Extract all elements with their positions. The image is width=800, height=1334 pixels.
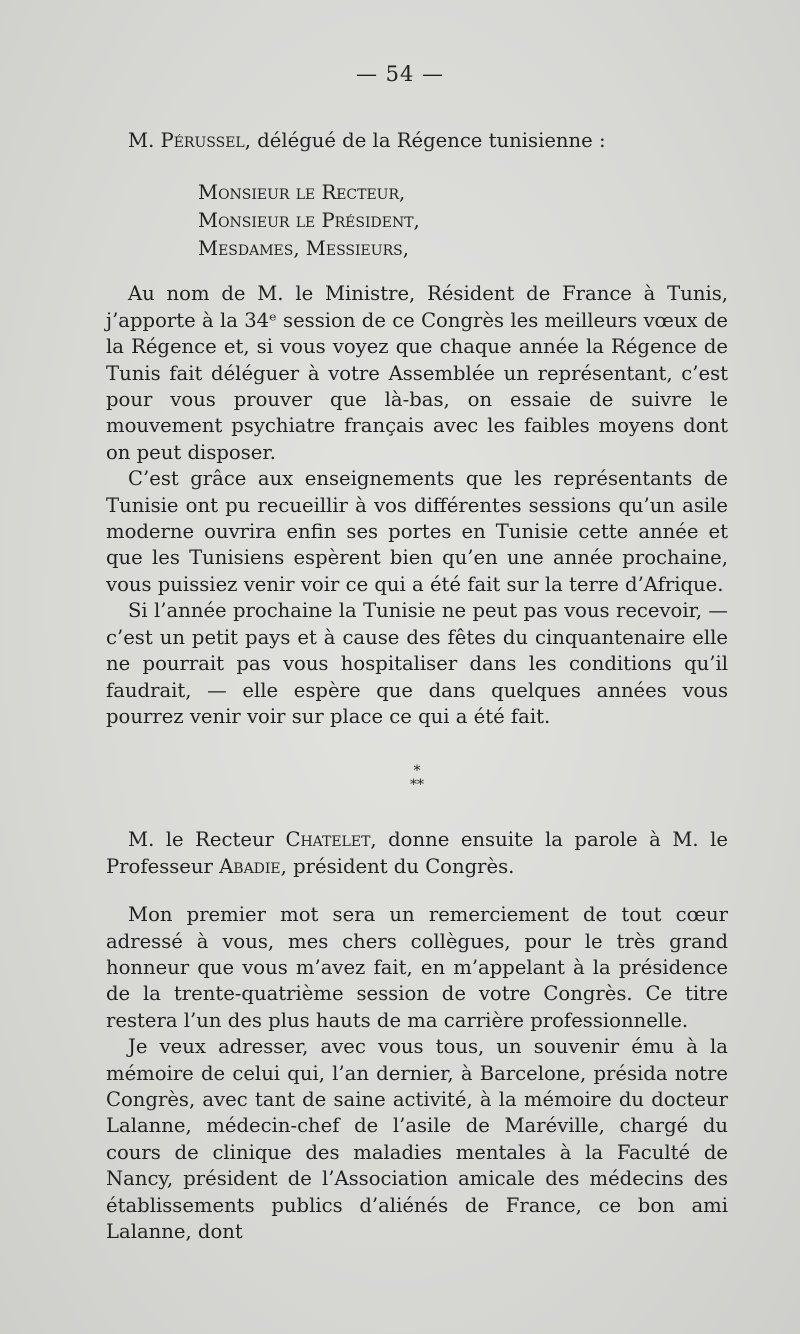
intro-text: donne ensuite la parole à M. le Professeur <box>106 828 728 878</box>
asterism-separator <box>106 764 728 792</box>
name-chatelet: Chatelet, <box>285 828 377 852</box>
speaker-prefix: M. <box>128 129 161 152</box>
intro-text: président du Congrès. <box>286 854 515 878</box>
name-abadie: Abadie, <box>219 854 287 878</box>
page-number: — 54 — <box>355 62 445 86</box>
speaker-role: délégué de la Régence tunisienne : <box>250 129 606 152</box>
spacer <box>106 880 728 902</box>
paragraph: Si l’année prochaine la Tunisie ne peut pas vous recevoir, — c’est un petit pays et à cause des fêtes du cinquantenaire elle ne pourrait pas vous hospitaliser dans les conditions qu’il faudrait, — elle espère que dans quelques années vous pourrez venir voir sur place ce qui a été fait. <box>106 599 728 728</box>
asterism-top: * <box>413 763 421 780</box>
salutation-line: Mesdames, Messieurs, <box>198 237 409 261</box>
speaker-name: Pérussel, <box>160 129 251 152</box>
asterism-bottom: ** <box>410 777 424 794</box>
salutations <box>198 179 728 263</box>
paragraph: Je veux adresser, avec vous tous, un souvenir ému à la mémoire de celui qui, l’an dernier, à Barcelone, présida notre Congrès, avec tant de saine activité, à la mémoire du docteur Lalanne, médecin-chef de l’asile de Maréville, chargé du cours de clinique des maladies mentales à la Faculté de Nancy, président de l’Association amicale des médecins des établissements publics d’aliénés de France, ce bon ami Lalanne, dont <box>106 1035 728 1243</box>
salutation-line: Monsieur le Président, <box>198 209 420 233</box>
body-text <box>106 128 728 1245</box>
paragraph: Mon premier mot sera un remerciement de tout cœur adressé à vous, mes chers collègues, pour le très grand honneur que vous m’avez fait, en m’appelant à la présidence de la trente-quatrième session de votre Congrès. Ce titre restera l’un des plus hauts de ma carrière professionnelle. <box>106 903 728 1032</box>
salutation-line: Monsieur le Recteur, <box>198 181 406 205</box>
paragraph: Au nom de M. le Ministre, Résident de France à Tunis, j’apporte à la 34ᵉ session de ce Congrès les meilleurs vœux de la Régence et, si vous voyez que chaque année la Régence de Tunis fait déléguer à votre Assemblée un représentant, c’est pour vous prouver que là-bas, on essaie de suivre le mouvement psychiatre français avec les faibles moyens dont on peut disposer. <box>106 282 728 464</box>
paragraph: C’est grâce aux enseignements que les représentants de Tunisie ont pu recueillir à vos différentes sessions qu’un asile moderne ouvrira enfin ses portes en Tunisie cette année et que les Tunisiens espèrent bien qu’en une année prochaine, vous puissiez venir voir ce qui a été fait sur la terre d’Afrique. <box>106 467 728 596</box>
intro-text: M. le Recteur <box>128 828 286 852</box>
speaker-heading <box>106 128 728 154</box>
chair-intro <box>106 827 728 880</box>
